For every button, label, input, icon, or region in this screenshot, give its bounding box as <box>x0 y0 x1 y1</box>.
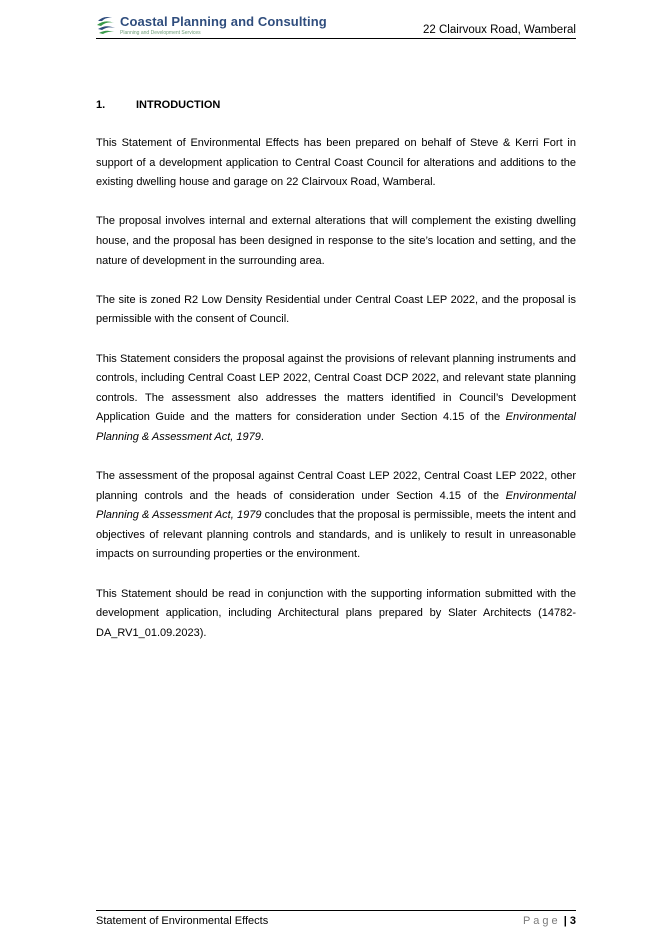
footer-doc-title: Statement of Environmental Effects <box>96 915 269 927</box>
company-logo <box>96 14 327 36</box>
paragraph-5-text: The assessment of the proposal against Central Coast LEP 2022, Central Coast LEP 2022, other planning controls and the heads of consideration under Section 4.15 of the <box>96 470 576 502</box>
section-number: 1. <box>96 99 106 111</box>
page-header <box>96 12 576 39</box>
header-address: 22 Clairvoux Road, Wamberal <box>423 24 576 36</box>
paragraph-2: The proposal involves internal and external alterations that will complement the existing dwelling house, and the proposal has been designed in response to the site’s location and setting, and the nature of development in the surrounding area. <box>96 215 576 267</box>
page-footer <box>96 910 576 929</box>
document-body <box>96 98 576 663</box>
page-indicator <box>523 914 576 928</box>
wave-logo-icon <box>96 14 116 36</box>
act-title: Environmental Planning & Assessment Act, 1979 <box>96 411 576 443</box>
paragraph-1: This Statement of Environmental Effects has been prepared on behalf of Steve & Kerri Fort in support of a development application to Central Coast Council for alterations and additions to the existing dwelling house and garage on 22 Clairvoux Road, Wamberal. <box>96 137 576 189</box>
act-title: Environmental Planning & Assessment Act, 1979 <box>96 489 576 522</box>
logo-tagline: Planning and Development Services <box>120 30 201 36</box>
paragraph-4-text: This Statement considers the proposal against the provisions of relevant planning instruments and controls, including Central Coast LEP 2022, Central Coast DCP 2022, and relevant state planning controls. The assessment also addresses the matters identified in Council’s Development Application Guide and the matters for consideration under Section 4.15 of the <box>96 352 576 424</box>
page-number: 3 <box>569 915 576 927</box>
paragraph-4 <box>96 350 576 448</box>
page-separator: | <box>563 915 567 927</box>
paragraph-6: This Statement should be read in conjunction with the supporting information submitted with the development application, including Architectural plans prepared by Slater Architects (14782-DA_RV1_01.09.2023). <box>96 587 576 639</box>
page-label: Page <box>522 915 561 927</box>
paragraph-5-end: concludes that the proposal is permissible, meets the intent and objectives of relevant planning controls and standards, and is unlikely to result in unreasonable impacts on surrounding properties or the environment. <box>96 509 576 561</box>
paragraph-5 <box>96 467 576 565</box>
logo-name: Coastal Planning and Consulting <box>120 14 327 29</box>
section-title: INTRODUCTION <box>136 99 221 111</box>
paragraph-3: The site is zoned R2 Low Density Residential under Central Coast LEP 2022, and the proposal is permissible with the consent of Council. <box>96 293 576 326</box>
section-heading <box>96 98 576 112</box>
paragraph-4-end: . <box>260 430 264 443</box>
